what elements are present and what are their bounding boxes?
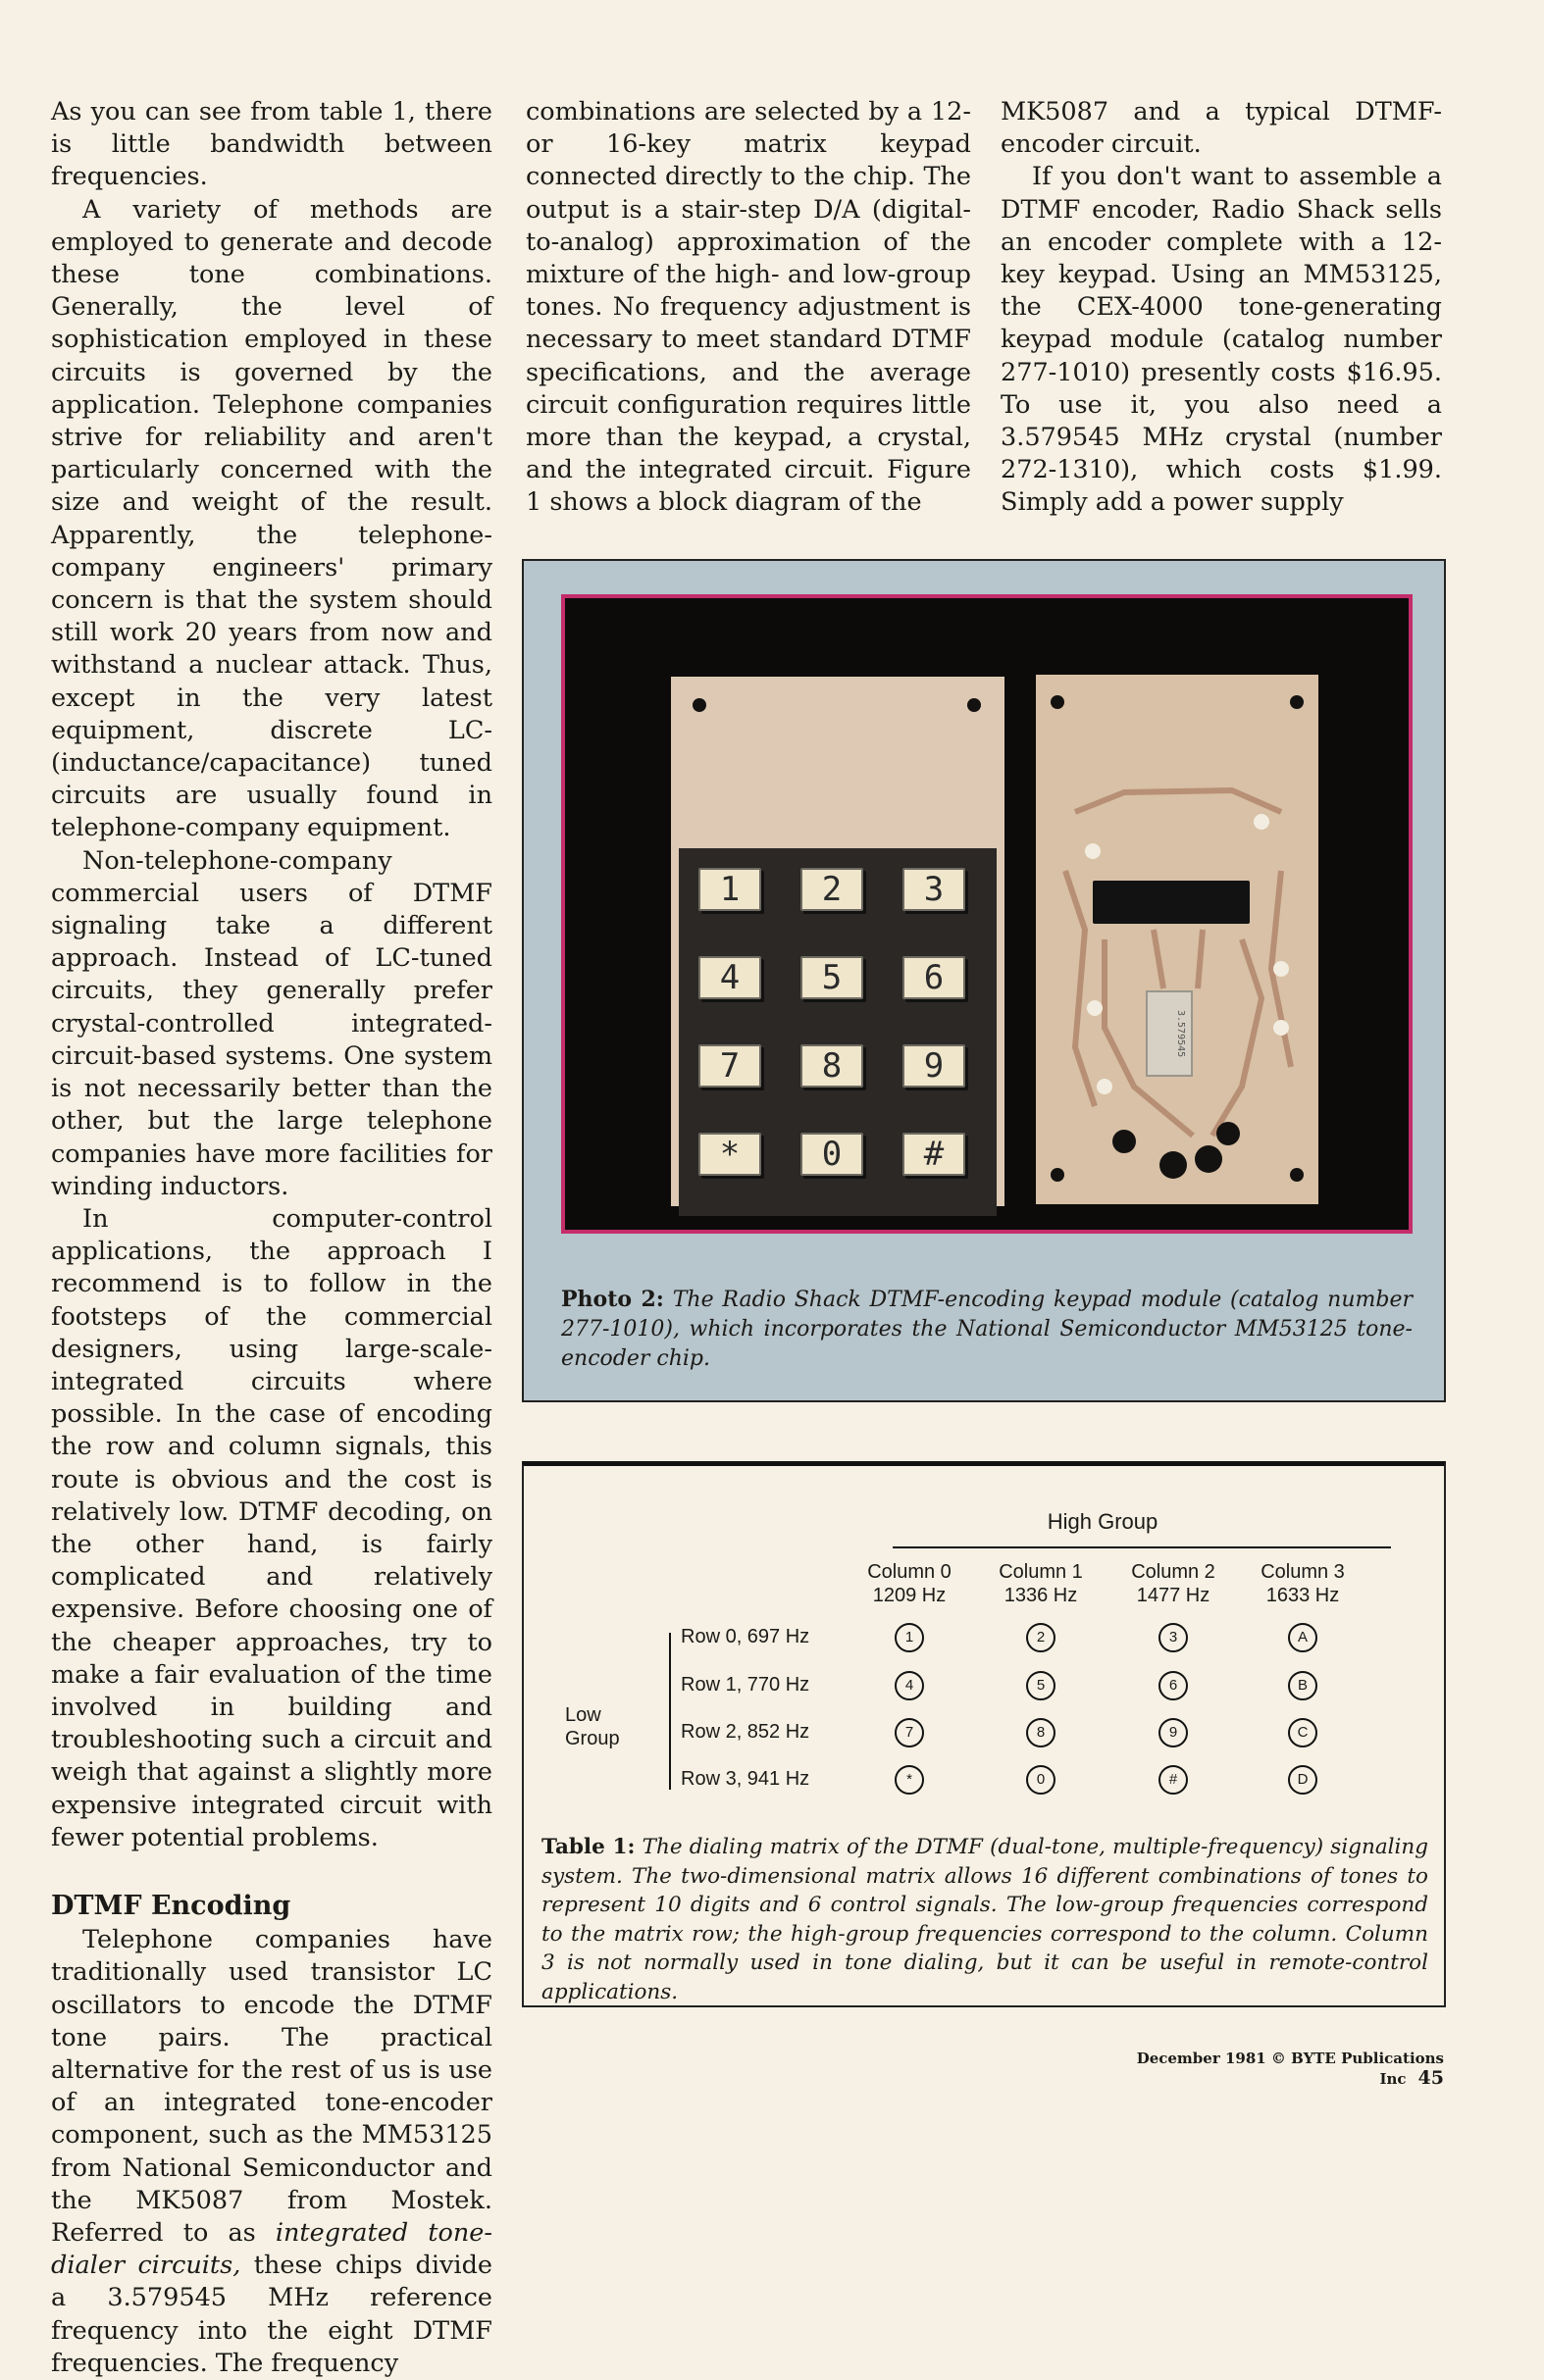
text-column-2	[526, 96, 971, 520]
keypad-key: 9	[902, 1044, 965, 1088]
paragraph: A variety of methods are employed to generate and decode these tone combinations. Generally, the level of sophistication employed in these circuits is governed by the application. Telephone companies strive for reliability and aren't particularly concerned with the size and weight of the result. Apparently, the telephone-company engineers' primary concern is that the system should still work 20 years from now and withstand a nuclear attack. Thus, except in the very latest equipment, discrete LC- (inductance/capacitance) tuned circuits are usually found in telephone-company equipment.	[51, 194, 492, 843]
dial-symbol: 6	[1158, 1671, 1188, 1700]
crystal-component: 3.579545	[1146, 990, 1193, 1077]
page-footer	[1095, 2050, 1444, 2089]
emphasis-text: integrated tone-dialer circuits,	[51, 2218, 492, 2281]
low-group-label: Low Group	[565, 1704, 620, 1749]
dtmf-table-figure	[522, 1461, 1446, 2007]
caption-label: Photo 2:	[561, 1287, 664, 1312]
dial-symbol: 7	[895, 1718, 924, 1747]
photo-caption	[561, 1285, 1413, 1374]
paragraph: combinations are selected by a 12- or 16-key matrix keypad connected directly to the chip. The output is a stair-step D/A (digital-to-analog) approximation of the mixture of the high- and low-group tones. No frequency adjustment is necessary to meet standard DTMF specifications, and the average circuit configuration requires little more than the keypad, a crystal, and the integrated circuit. Figure 1 shows a block diagram of the	[526, 97, 971, 518]
caption-text: The dialing matrix of the DTMF (dual-tone, multiple-frequency) signaling system. The two-dimensional matrix allows 16 different combinations of tones to represent 10 digits and 6 control signals. The low-group frequencies correspond to the matrix row; the high-group frequencies correspond to the column. Column 3 is not normally used in tone dialing, but it can be useful in remote-control applications.	[541, 1835, 1429, 2004]
keypad-key: #	[902, 1133, 965, 1176]
high-group-rule	[893, 1546, 1391, 1548]
row-label: Row 0, 697 Hz	[681, 1626, 810, 1647]
column-header: Column 2 1477 Hz	[1131, 1561, 1215, 1606]
paragraph	[51, 1924, 492, 2380]
section-heading: DTMF Encoding	[51, 1890, 291, 1921]
keypad-module-photo	[561, 594, 1413, 1234]
paragraph-text: Telephone companies have traditionally used transistor LC oscillators to encode the DTMF tone pairs. The practical alternative for the rest of us is use of an integrated tone-encoder component, such as the MM53125 from National Semiconductor and the MK5087 from Mostek. Referred to as	[51, 1925, 492, 2248]
dial-symbol: D	[1288, 1765, 1317, 1795]
paragraph: Non-telephone-company commercial users of DTMF signaling take a different approach. Instead of LC-tuned circuits, they generally prefer crystal-controlled integrated-circuit-based systems. One system is not necessarily better than the other, but the large telephone companies have more facilities for winding inductors.	[51, 845, 492, 1201]
caption-text: The Radio Shack DTMF-encoding keypad module (catalog number 277-1010), which incorporates the National Semiconductor MM53125 tone-encoder chip.	[561, 1288, 1413, 1371]
dial-symbol: 0	[1026, 1765, 1055, 1795]
circuit-board	[1036, 675, 1318, 1204]
mounting-hole	[693, 698, 706, 712]
low-group-bracket	[669, 1633, 671, 1790]
column-header: Column 1 1336 Hz	[999, 1561, 1083, 1606]
keypad-key: 7	[698, 1044, 761, 1088]
dial-symbol: A	[1288, 1623, 1317, 1652]
paragraph: MK5087 and a typical DTMF-encoder circuit.	[1001, 97, 1442, 160]
paragraph: As you can see from table 1, there is little bandwidth between frequencies.	[51, 97, 492, 192]
dial-symbol: 9	[1158, 1718, 1188, 1747]
high-group-label: High Group	[1047, 1509, 1158, 1534]
paragraph: In computer-control applications, the approach I recommend is to follow in the footsteps of the commercial designers, using large-scale-integrated circuits where possible. In the case of encoding the row and column signals, this route is obvious and the cost is relatively low. DTMF decoding, on the other hand, is fairly complicated and relatively expensive. Before choosing one of the cheaper approaches, try to make a fair evaluation of the time involved in building and troubleshooting such a circuit and weigh that against a slightly more expensive integrated circuit with fewer potential problems.	[51, 1203, 492, 1852]
footer-text: December 1981 © BYTE Publications Inc	[1136, 2050, 1444, 2088]
table-caption	[541, 1833, 1428, 2007]
column-header: Column 3 1633 Hz	[1261, 1561, 1345, 1606]
paragraph-text: these chips divide a 3.579545 MHz reference frequency into the eight DTMF frequencies. The frequency	[51, 2251, 492, 2378]
keypad-face	[679, 848, 997, 1216]
row-label: Row 1, 770 Hz	[681, 1674, 810, 1696]
keypad-key: 1	[698, 868, 761, 911]
dial-symbol: C	[1288, 1718, 1317, 1747]
dial-symbol: 2	[1026, 1623, 1055, 1652]
dial-symbol: 1	[895, 1623, 924, 1652]
page-number: 45	[1417, 2067, 1444, 2089]
dial-symbol: 5	[1026, 1671, 1055, 1700]
keypad-key: 6	[902, 956, 965, 999]
row-label: Row 3, 941 Hz	[681, 1768, 810, 1790]
mounting-hole	[967, 698, 981, 712]
caption-label: Table 1:	[541, 1835, 636, 1859]
keypad-board	[671, 677, 1004, 1206]
keypad-key: 2	[800, 868, 863, 911]
text-column-1	[51, 96, 492, 2380]
dial-symbol: 4	[895, 1671, 924, 1700]
keypad-key: 3	[902, 868, 965, 911]
pcb-traces	[1036, 675, 1318, 1204]
dial-symbol: #	[1158, 1765, 1188, 1795]
keypad-key: *	[698, 1133, 761, 1176]
photo-figure	[522, 559, 1446, 1402]
keypad-key: 4	[698, 956, 761, 999]
keypad-key: 8	[800, 1044, 863, 1088]
integrated-circuit-chip	[1093, 881, 1250, 924]
text-column-3	[1001, 96, 1442, 520]
dial-symbol: *	[895, 1765, 924, 1795]
dial-symbol: 3	[1158, 1623, 1188, 1652]
keypad-key: 5	[800, 956, 863, 999]
row-label: Row 2, 852 Hz	[681, 1721, 810, 1743]
paragraph: If you don't want to assemble a DTMF encoder, Radio Shack sells an encoder complete with a 12-key keypad. Using an MM53125, the CEX-4000 tone-generating keypad module (catalog number 277-1010) presently costs $16.95. To use it, you also need a 3.579545 MHz crystal (number 272-1310), which costs $1.99. Simply add a power supply	[1001, 162, 1442, 518]
keypad-key: 0	[800, 1133, 863, 1176]
dial-symbol: B	[1288, 1671, 1317, 1700]
dial-symbol: 8	[1026, 1718, 1055, 1747]
column-header: Column 0 1209 Hz	[867, 1561, 952, 1606]
